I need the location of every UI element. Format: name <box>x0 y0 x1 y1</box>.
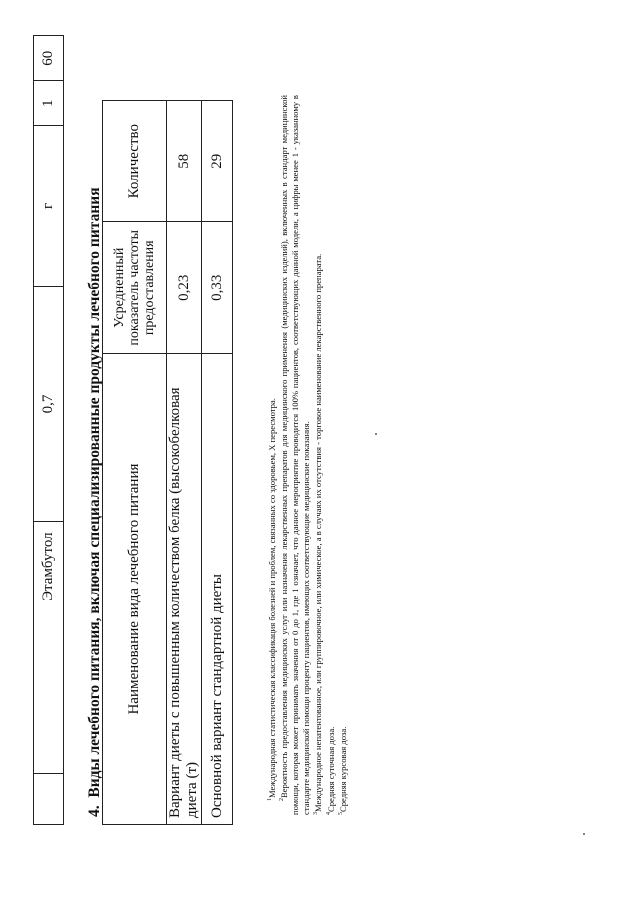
drug-dosage-table <box>33 35 64 825</box>
header-indicator: Усредненный показатель частоты предоставления <box>103 222 167 354</box>
drug-value2-cell: 1 <box>34 81 64 126</box>
diet-quantity-cell: 29 <box>202 101 233 222</box>
table-header-row <box>103 101 167 825</box>
section-number: 4. <box>86 805 103 817</box>
footnote-4: $^4$Средняя суточная доза. <box>325 726 336 815</box>
table-row <box>34 36 64 825</box>
footnote-1: $^1$Международная статистическая классификация болезней и проблем, связанных со здоровьем, X пересмотра. <box>266 398 277 801</box>
drug-unit-cell: г <box>34 126 64 287</box>
drug-value1-cell: 0,7 <box>34 286 64 522</box>
table-row <box>167 101 202 825</box>
section-title-text: Виды лечебного питания, включая специализированные продукты лечебного питания <box>86 187 103 798</box>
footnote-3: $^3$Международное непатентованное, или группировочное, или химическое, а в случаях их отсутствия - торговое наименование лекарственного препарата. <box>312 253 323 815</box>
header-name: Наименование вида лечебного питания <box>103 354 167 825</box>
scan-speck <box>375 433 377 435</box>
diet-quantity-cell: 58 <box>167 101 202 222</box>
footnote-5: $^5$Средняя курсовая доза. <box>337 726 348 815</box>
blank-cell <box>34 773 64 824</box>
diet-name-cell: Вариант диеты с повышенным количеством белка (высокобелковая диета (т) <box>167 354 202 825</box>
diet-indicator-cell: 0,23 <box>167 222 202 354</box>
drug-value3-cell: 60 <box>34 36 64 81</box>
diet-indicator-cell: 0,33 <box>202 222 233 354</box>
table-row <box>202 101 233 825</box>
diet-table <box>102 100 233 825</box>
header-quantity: Количество <box>103 101 167 222</box>
footnotes <box>265 95 348 815</box>
scan-speck <box>583 833 585 835</box>
diet-name-cell: Основной вариант стандартной диеты <box>202 354 233 825</box>
footnote-2: $^2$Вероятность предоставления медицинских услуг или назначения лекарственных препаратов для медицинского применения (медицинских изделий), включенных в стандарт медицинской помощи, которая может принимать значения от 0 до 1, где 1 означает, что данное мероприятие проводится 100% пациентов, соответствующих данной модели, а цифры менее 1 - указанному в стандарте медицинской помощи проценту пациентов, имеющих соответствующие медицинские показания. <box>279 95 311 815</box>
drug-name-cell: Этамбутол <box>34 522 64 773</box>
